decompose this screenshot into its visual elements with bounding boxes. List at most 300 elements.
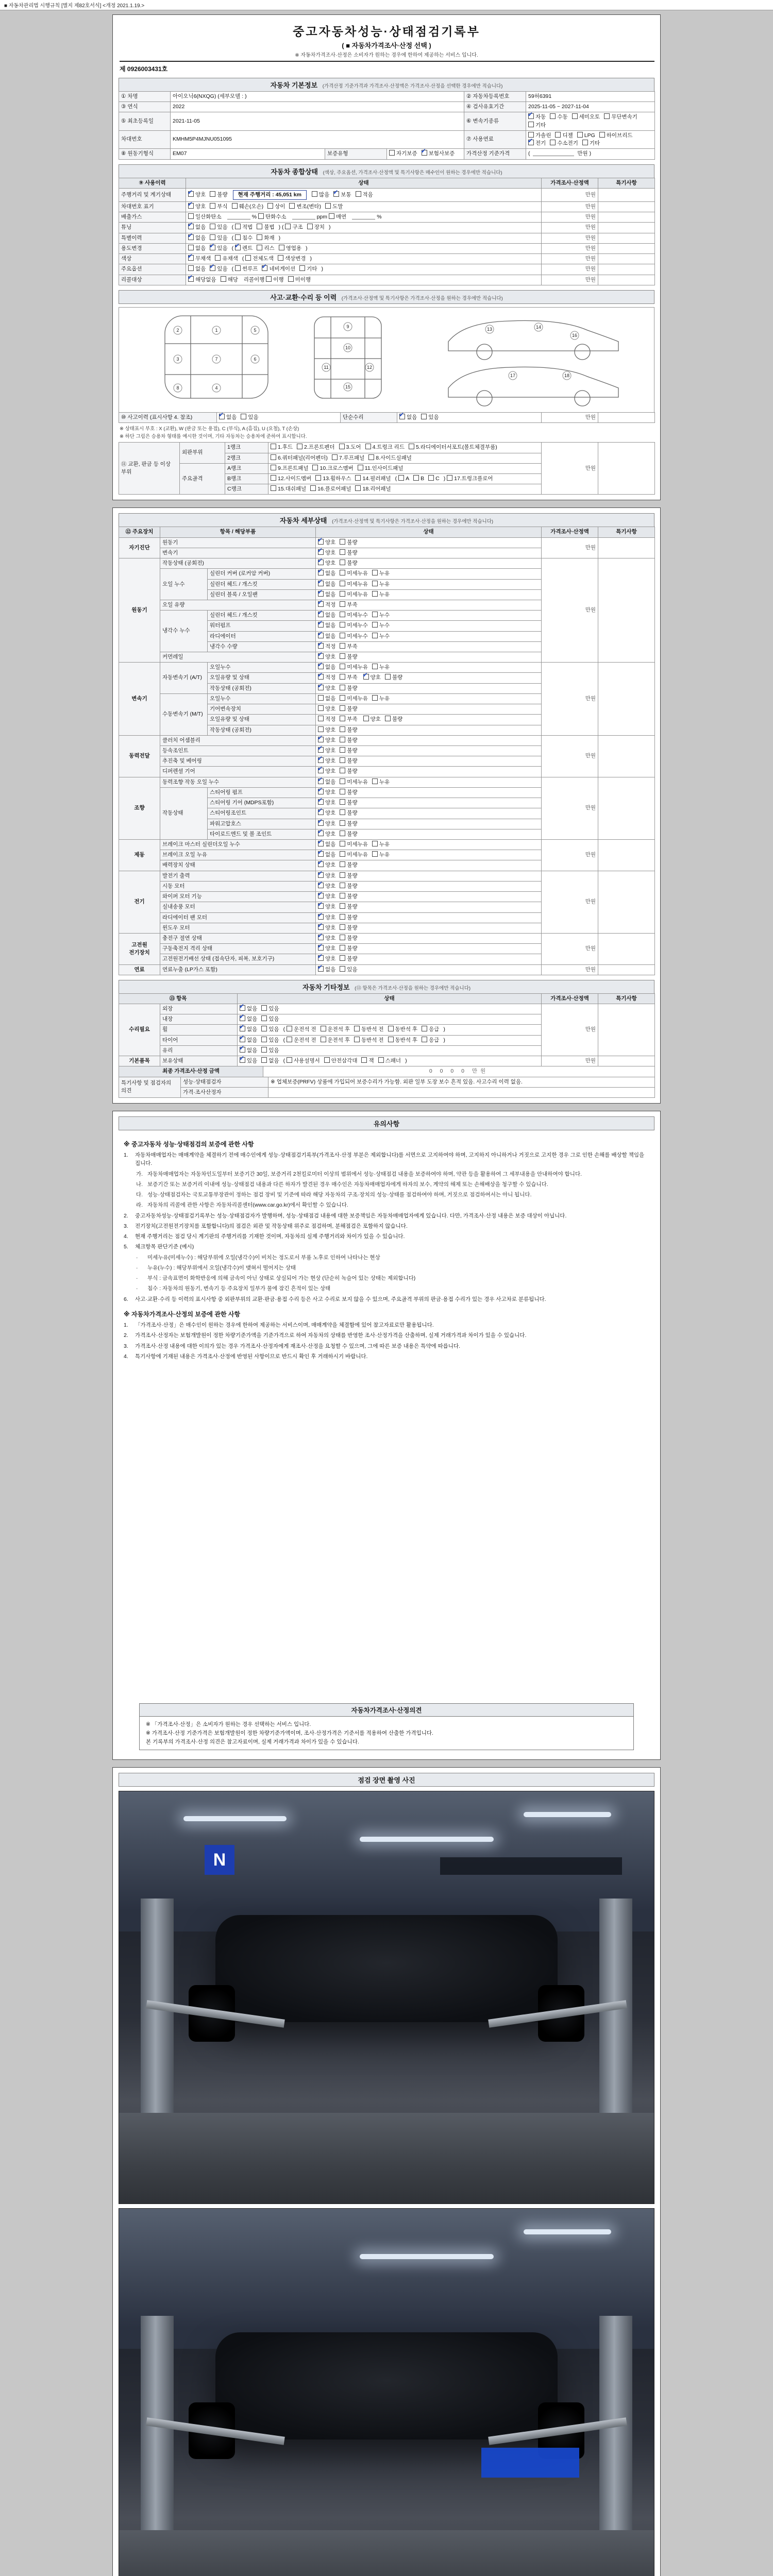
checkbox-box-icon <box>447 475 452 481</box>
checkbox-box-icon <box>271 475 276 481</box>
cell: 윈도우 모터 <box>160 923 316 933</box>
checkbox-양호[interactable]: ✔ 양호 <box>318 747 335 755</box>
checkbox-양호[interactable]: ✔ 양호 <box>318 861 335 869</box>
checkbox-18.리어패널[interactable]: 18.리어패널 <box>355 485 391 493</box>
notice-item: 1. 「가격조사·산정」은 매수인이 원하는 경우에 한하여 제공하는 서비스이며, 매매계약을 체결함에 있어 참고자료로만 활용됩니다. <box>124 1321 434 1328</box>
checkbox-box-icon <box>604 113 610 119</box>
checkbox-없음[interactable]: ✔ 없음 <box>240 1047 257 1055</box>
checkbox-없음[interactable]: ✔ 없음 <box>318 581 335 588</box>
checkbox-7.루프패널[interactable]: 7.루프패널 <box>332 454 364 462</box>
checkbox-색상변경[interactable]: 색상변경 <box>278 255 306 263</box>
checkbox-box-icon <box>372 612 378 617</box>
checkbox-box-icon <box>318 893 324 899</box>
checkbox-동반석 후[interactable]: 동반석 후 <box>388 1026 418 1033</box>
checkbox-불량[interactable]: 불량 <box>385 674 402 682</box>
checkbox-box-icon <box>257 224 262 229</box>
checkbox-적법[interactable]: 적법 <box>235 224 253 231</box>
checkbox-누유[interactable]: 누유 <box>372 570 390 578</box>
cell: 스티어링 펌프 <box>208 787 316 798</box>
checkbox-네비게이션[interactable]: ✔ 네비게이션 <box>262 265 295 273</box>
checkbox-양호[interactable]: ✔ 양호 <box>318 935 335 942</box>
checkbox-잭[interactable]: 잭 <box>361 1057 374 1065</box>
cell: 특기사항 <box>598 178 655 188</box>
checkbox-불량[interactable]: 불량 <box>340 831 357 838</box>
checkbox-box-icon <box>528 122 534 127</box>
checkbox-없음[interactable]: ✔ 없음 <box>399 414 417 421</box>
cell: 전기 <box>119 871 160 933</box>
overall-title: 자동차 종합상태 <box>271 167 318 176</box>
checkbox-2.프론트펜더[interactable]: 2.프론트펜더 <box>297 444 334 451</box>
checkbox-기타[interactable]: 기타 <box>582 140 600 147</box>
checkbox-하이브리드[interactable]: 하이브리드 <box>599 132 633 140</box>
checkbox-box-icon <box>340 601 345 607</box>
checkbox-box-icon <box>318 757 324 763</box>
checkbox-화재[interactable]: 화재 <box>257 234 274 242</box>
cell <box>186 264 542 275</box>
checkbox-보통[interactable]: ✔ 보통 <box>333 191 351 199</box>
checkbox-불량[interactable]: 불량 <box>340 914 357 922</box>
checkbox-16.플로어패널[interactable]: 16.플로어패널 <box>310 485 351 493</box>
checkbox-12.사이드멤버[interactable]: 12.사이드멤버 <box>271 475 311 483</box>
checkbox-없음[interactable]: ✔ 없음 <box>240 1005 257 1013</box>
cell: 브레이크 오일 누유 <box>160 850 316 860</box>
checkbox-없음[interactable]: ✔ 없음 <box>188 234 206 242</box>
text: ( <box>231 266 236 273</box>
checkbox-불량[interactable]: 불량 <box>340 549 357 557</box>
checkbox-양호[interactable]: ✔ 양호 <box>318 809 335 817</box>
checkbox-불량[interactable]: 불량 <box>340 737 357 744</box>
cell <box>316 923 542 933</box>
checkbox-불량[interactable]: 불량 <box>340 705 357 713</box>
checkbox-양호[interactable]: ✔ 양호 <box>318 560 335 567</box>
checkbox-침수[interactable]: 침수 <box>235 234 253 242</box>
checkbox-변조(변타)[interactable]: 변조(변타) <box>289 203 321 211</box>
checkbox-양호[interactable]: ✔ 양호 <box>363 674 381 682</box>
checkbox-불량[interactable]: 불량 <box>340 955 357 963</box>
cell <box>316 641 542 652</box>
cell: 만원 <box>542 871 598 933</box>
checkbox-양호[interactable]: 양호 <box>318 726 335 734</box>
checkbox-유채색[interactable]: 유채색 <box>215 255 238 263</box>
checkbox-가솔린[interactable]: 가솔린 <box>528 132 551 140</box>
cell: 만원 <box>542 223 598 233</box>
checkbox-미세누유[interactable]: 미세누유 <box>340 591 368 599</box>
checkbox-부족[interactable]: 부족 <box>340 601 357 609</box>
checkbox-무단변속기[interactable]: 무단변속기 <box>604 113 637 121</box>
checkbox-box-icon <box>340 861 345 867</box>
checkbox-없음[interactable]: 없음 <box>188 245 206 252</box>
checkbox-없음[interactable]: ✔ 없음 <box>318 591 335 599</box>
checkbox-box-icon <box>240 1037 245 1042</box>
checkbox-양호[interactable]: 양호 <box>363 716 381 723</box>
checkbox-미세누유[interactable]: 미세누유 <box>340 851 368 859</box>
checkbox-적정[interactable]: ✔ 적정 <box>318 674 335 682</box>
checkbox-동반석 전[interactable]: 동반석 전 <box>354 1026 384 1033</box>
checkbox-불량[interactable]: 불량 <box>340 809 357 817</box>
checkbox-보험사보증[interactable]: ✔ 보험사보증 <box>422 150 455 158</box>
price-opinion-box <box>139 1703 634 1750</box>
checkbox-box-icon <box>318 861 324 867</box>
checkbox-사용설명서[interactable]: 사용설명서 <box>287 1057 320 1065</box>
checkbox-box-icon <box>188 245 194 250</box>
cell: B랭크 <box>225 473 268 484</box>
checkbox-탄화수소[interactable]: 탄화수소 <box>258 213 287 221</box>
text: ) <box>278 234 281 241</box>
checkbox-상이[interactable]: 상이 <box>267 203 285 211</box>
checkbox-누수[interactable]: 누수 <box>372 622 390 630</box>
checkbox-누유[interactable]: 누유 <box>372 581 390 588</box>
checkbox-C[interactable]: C <box>428 475 440 483</box>
checkbox-양호[interactable]: ✔ 양호 <box>318 820 335 828</box>
checkbox-8.사이드실패널[interactable]: 8.사이드실패널 <box>368 454 412 462</box>
cell: ⑬ 항목 <box>119 993 238 1004</box>
cell: ⑨ 사용이력 <box>119 178 186 188</box>
checkbox-미세누유[interactable]: 미세누유 <box>340 581 368 588</box>
checkbox-없음[interactable]: ✔ 없음 <box>318 622 335 630</box>
cell: 차대번호 <box>119 130 171 148</box>
opinion-line: ※ 「가격조사·산정」은 소비자가 원하는 경우 선택하는 서비스 입니다. <box>146 1721 311 1727</box>
checkbox-불량[interactable]: 불량 <box>340 747 357 755</box>
doc-subtitle-note: ※ 자동차가격조사·산정은 소비자가 원하는 경우에 한하여 제공하는 서비스 입니다. <box>295 53 478 58</box>
checkbox-있음[interactable]: 있음 <box>261 1015 279 1023</box>
checkbox-양호[interactable]: ✔ 양호 <box>318 872 335 880</box>
table-row <box>119 443 655 453</box>
checkbox-불량[interactable]: 불량 <box>340 653 357 661</box>
checkbox-없음[interactable]: 없음 <box>188 265 206 273</box>
checkbox-동반석 후[interactable]: 동반석 후 <box>388 1037 418 1044</box>
table-row <box>119 130 655 148</box>
checkbox-수동[interactable]: 수동 <box>550 113 567 121</box>
checkbox-썬루프[interactable]: 썬루프 <box>235 265 258 273</box>
checkbox-불량[interactable]: 불량 <box>340 935 357 942</box>
checkbox-미세누수[interactable]: 미세누수 <box>340 633 368 640</box>
checkbox-LPG[interactable]: LPG <box>577 132 595 140</box>
checkbox-불량[interactable]: 불량 <box>340 768 357 775</box>
checkbox-미세누수[interactable]: 미세누수 <box>340 612 368 619</box>
checkbox-box-icon <box>340 768 345 773</box>
cell: 가격산정 기준가격 <box>464 149 526 159</box>
checkbox-없음[interactable]: ✔ 없음 <box>318 633 335 640</box>
price-opinion-title: 자동차가격조사·산정의견 <box>140 1704 633 1717</box>
checkbox-box-icon <box>261 1026 267 1031</box>
cell: 특별이력 <box>119 233 186 243</box>
checkbox-세미오토[interactable]: 세미오토 <box>572 113 600 121</box>
checkbox-양호[interactable]: ✔ 양호 <box>318 883 335 890</box>
checkbox-없음[interactable]: ✔ 없음 <box>188 224 206 231</box>
cell: 워터펌프 <box>208 621 316 631</box>
checkbox-미세누유[interactable]: 미세누유 <box>340 778 368 786</box>
cell: 배력장치 상태 <box>160 860 316 871</box>
checkbox-응급[interactable]: 응급 <box>422 1026 439 1033</box>
checkbox-많음[interactable]: 많음 <box>312 191 329 199</box>
checkbox-box-icon <box>318 570 324 575</box>
checkbox-렌트[interactable]: ✔렌트 <box>235 245 253 252</box>
checkbox-box-icon <box>285 224 291 229</box>
checkbox-불량[interactable]: 불량 <box>210 191 227 199</box>
checkbox-13.휠하우스[interactable]: 13.휠하우스 <box>315 475 351 483</box>
car-side-view-top <box>448 320 618 360</box>
checkbox-box-icon <box>235 265 241 271</box>
checkbox-기타[interactable]: 기타 <box>528 122 546 129</box>
checkbox-없음[interactable]: ✔ 없음 <box>318 664 335 671</box>
checkbox-양호[interactable]: ✔ 양호 <box>318 831 335 838</box>
checkbox-불량[interactable]: 불량 <box>340 789 357 796</box>
checkbox-전기[interactable]: ✔전기 <box>528 140 546 147</box>
checkbox-누유[interactable]: 누유 <box>372 778 390 786</box>
checkbox-미세누유[interactable]: 미세누유 <box>340 664 368 671</box>
cell <box>186 254 542 264</box>
checkbox-11.인사이드패널[interactable]: 11.인사이드패널 <box>358 465 404 472</box>
checkbox-불량[interactable]: 불량 <box>340 924 357 932</box>
checkbox-일산화탄소[interactable]: 일산화탄소 <box>188 213 222 221</box>
cell: A랭크 <box>225 463 268 473</box>
checkbox-미세누유[interactable]: 미세누유 <box>340 841 368 849</box>
checkbox-영업용[interactable]: 영업용 <box>279 245 301 252</box>
checkbox-운전석 전[interactable]: 운전석 전 <box>287 1037 316 1044</box>
checkbox-box-icon <box>318 643 324 649</box>
checkbox-A[interactable]: A <box>398 475 409 483</box>
checkbox-box-icon <box>372 633 378 638</box>
checkbox-양호[interactable]: ✔ 양호 <box>318 737 335 744</box>
checkbox-누수[interactable]: 누수 <box>372 633 390 640</box>
checkbox-없음[interactable]: ✔ 없음 <box>219 414 237 421</box>
checkbox-적음[interactable]: 적음 <box>356 191 373 199</box>
checkbox-없음[interactable]: 없음 <box>261 1057 279 1065</box>
checkbox-있음[interactable]: ✔ 있음 <box>210 265 227 273</box>
checkbox-없음[interactable]: ✔ 없음 <box>318 778 335 786</box>
checkbox-도말[interactable]: 도말 <box>325 203 343 211</box>
checkbox-불량[interactable]: 불량 <box>340 945 357 953</box>
checkbox-있음[interactable]: 있음 <box>340 966 357 974</box>
checkbox-불량[interactable]: 불량 <box>340 726 357 734</box>
checkbox-없음[interactable]: 없음 <box>318 695 335 703</box>
checkbox-있음[interactable]: 있음 <box>210 234 227 242</box>
cell: 동력전달 <box>119 735 160 777</box>
checkbox-양호[interactable]: ✔ 양호 <box>318 955 335 963</box>
checkbox-box-icon <box>398 475 404 481</box>
checkbox-15.대쉬패널[interactable]: 15.대쉬패널 <box>271 485 306 493</box>
checkbox-운전석 후[interactable]: 운전석 후 <box>321 1037 350 1044</box>
cell: 라디에이터 <box>208 631 316 641</box>
checkbox-디젤[interactable]: 디젤 <box>555 132 573 140</box>
checkbox-있음[interactable]: ✔ 있음 <box>210 245 227 252</box>
checkbox-양호[interactable]: ✔ 양호 <box>318 757 335 765</box>
checkbox-없음[interactable]: ✔ 없음 <box>318 612 335 619</box>
checkbox-있음[interactable]: 있음 <box>210 224 227 231</box>
checkbox-box-icon <box>355 475 361 481</box>
cell <box>598 558 655 663</box>
checkbox-없음[interactable]: ✔ 없음 <box>240 1026 257 1033</box>
cell: 실린더 헤드 / 개스킷 <box>208 579 316 589</box>
checkbox-box-icon <box>422 1026 427 1031</box>
checkbox-box-icon <box>368 454 374 460</box>
checkbox-무채색[interactable]: ✔ 무채색 <box>188 255 211 263</box>
checkbox-불량[interactable]: 불량 <box>340 893 357 901</box>
checkbox-없음[interactable]: ✔ 없음 <box>318 841 335 849</box>
diagram-marker-number: 8 <box>176 385 179 391</box>
text: ( <box>231 224 236 231</box>
checkbox-양호[interactable]: ✔ 양호 <box>318 539 335 547</box>
checkbox-10.크로스멤버[interactable]: 10.크로스멤버 <box>312 465 353 472</box>
checkbox-box-icon <box>340 831 345 836</box>
cell: ⑫ 주요장치 <box>119 527 160 537</box>
checkbox-양호[interactable]: ✔ 양호 <box>188 203 206 211</box>
checkbox-box-icon <box>340 903 345 909</box>
cell: 내장 <box>160 1014 238 1025</box>
checkbox-양호[interactable]: ✔ 양호 <box>318 549 335 557</box>
checkbox-있음[interactable]: 있음 <box>241 414 258 421</box>
checkbox-양호[interactable]: ✔ 양호 <box>318 653 335 661</box>
checkbox-14.필러패널[interactable]: 14.필러패널 <box>355 475 391 483</box>
checkbox-미세누유[interactable]: 미세누유 <box>340 695 368 703</box>
checkbox-17.트렁크플로어[interactable]: 17.트렁크플로어 <box>447 475 493 483</box>
checkbox-양호[interactable]: ✔ 양호 <box>188 191 206 199</box>
checkbox-장치[interactable]: 장치 <box>307 224 325 231</box>
checkbox-있음[interactable]: 있음 <box>261 1005 279 1013</box>
checkbox-9.프론트패널[interactable]: 9.프론트패널 <box>271 465 308 472</box>
checkbox-있음[interactable]: 있음 <box>261 1037 279 1044</box>
checkbox-box-icon <box>288 276 294 282</box>
checkbox-불량[interactable]: 불량 <box>385 716 402 723</box>
checkbox-부족[interactable]: 부족 <box>340 643 357 651</box>
checkbox-누유[interactable]: 누유 <box>372 591 390 599</box>
checkbox-없음[interactable]: ✔ 없음 <box>240 1037 257 1044</box>
cell <box>526 130 655 148</box>
checkbox-부식[interactable]: 부식 <box>210 203 227 211</box>
checkbox-미세누유[interactable]: 미세누유 <box>340 570 368 578</box>
checkbox-있음[interactable]: 있음 <box>421 414 439 421</box>
checkbox-양호[interactable]: ✔ 양호 <box>318 945 335 953</box>
checkbox-box-icon <box>409 444 414 449</box>
checkbox-box-icon <box>318 685 324 690</box>
cell <box>316 579 542 589</box>
checkbox-box-icon <box>340 841 345 846</box>
table-row <box>119 871 655 881</box>
notice-subitem: · 부식 : 금속표면이 화학반응에 의해 금속이 아닌 상태로 상실되어 가는 현상 (단순히 녹슬어 있는 상태는 제외합니다) <box>136 1275 416 1282</box>
checkbox-box-icon <box>318 883 324 888</box>
cell <box>316 652 542 663</box>
checkbox-box-icon <box>363 674 369 680</box>
checkbox-불량[interactable]: 불량 <box>340 685 357 692</box>
checkbox-양호[interactable]: ✔ 양호 <box>318 914 335 922</box>
checkbox-누유[interactable]: 누유 <box>372 851 390 859</box>
checkbox-없음[interactable]: ✔ 없음 <box>240 1015 257 1023</box>
checkbox-불량[interactable]: 불량 <box>340 799 357 807</box>
checkbox-양호[interactable]: ✔ 양호 <box>318 893 335 901</box>
checkbox-스패너[interactable]: 스패너 <box>378 1057 401 1065</box>
checkbox-누유[interactable]: 누유 <box>372 841 390 849</box>
cell: 주요옵션 <box>119 264 186 275</box>
checkbox-불법[interactable]: 불법 <box>257 224 274 231</box>
checkbox-B[interactable]: B <box>413 475 424 483</box>
checkbox-운전석 후[interactable]: 운전석 후 <box>321 1026 350 1033</box>
checkbox-있음[interactable]: ✔ 있음 <box>240 1057 257 1065</box>
checkbox-해당[interactable]: 해당 <box>221 276 238 284</box>
mark-notes <box>120 425 653 440</box>
checkbox-불량[interactable]: 불량 <box>340 883 357 890</box>
checkbox-누유[interactable]: 누유 <box>372 695 390 703</box>
checkbox-3.도어[interactable]: 3.도어 <box>339 444 361 451</box>
checkbox-양호[interactable]: ✔ 양호 <box>318 685 335 692</box>
checkbox-동반석 전[interactable]: 동반석 전 <box>354 1037 384 1044</box>
checkbox-box-icon <box>221 276 226 282</box>
checkbox-불량[interactable]: 불량 <box>340 560 357 567</box>
checkbox-적정[interactable]: 적정 <box>318 716 335 723</box>
checkbox-부족[interactable]: 부족 <box>340 716 357 723</box>
checkbox-불량[interactable]: 불량 <box>340 861 357 869</box>
checkbox-누유[interactable]: 누유 <box>372 664 390 671</box>
checkbox-양호[interactable]: ✔ 양호 <box>318 799 335 807</box>
checkbox-있음[interactable]: 있음 <box>261 1026 279 1033</box>
cell: 원동기 <box>160 537 316 548</box>
checkbox-불량[interactable]: 불량 <box>340 539 357 547</box>
checkbox-box-icon <box>299 265 305 271</box>
checkbox-box-icon <box>372 695 378 701</box>
checkbox-운전석 전[interactable]: 운전석 전 <box>287 1026 316 1033</box>
checkbox-양호[interactable]: ✔ 양호 <box>318 903 335 911</box>
checkbox-응급[interactable]: 응급 <box>422 1037 439 1044</box>
checkbox-1.후드[interactable]: 1.후드 <box>271 444 293 451</box>
wall-banner <box>440 1857 622 1875</box>
checkbox-불량[interactable]: 불량 <box>340 757 357 765</box>
checkbox-6.쿼터패널(리어펜더)[interactable]: 6.쿼터패널(리어펜더) <box>271 454 328 462</box>
checkbox-부족[interactable]: 부족 <box>340 674 357 682</box>
checkbox-불량[interactable]: 불량 <box>340 903 357 911</box>
checkbox-양호[interactable]: 양호 <box>318 705 335 713</box>
checkbox-5.라디에이터서포트(볼트체결부품)[interactable]: 5.라디에이터서포트(볼트체결부품) <box>409 444 497 451</box>
checkbox-없음[interactable]: ✔ 없음 <box>318 570 335 578</box>
checkbox-양호[interactable]: ✔ 양호 <box>318 789 335 796</box>
checkbox-없음[interactable]: ✔ 없음 <box>318 851 335 859</box>
cell: 만원 <box>542 933 598 964</box>
checkbox-없음[interactable]: ✔ 없음 <box>318 966 335 974</box>
checkbox-리스[interactable]: 리스 <box>257 245 274 252</box>
cell <box>316 839 542 850</box>
checkbox-수소전기[interactable]: 수소전기 <box>550 140 578 147</box>
checkbox-4.트렁크 리드[interactable]: 4.트렁크 리드 <box>365 444 405 451</box>
cell <box>316 860 542 871</box>
cell: 커먼레일 <box>160 652 316 663</box>
checkbox-양호[interactable]: ✔ 양호 <box>318 768 335 775</box>
checkbox-매연[interactable]: 매연 <box>329 213 346 221</box>
checkbox-box-icon <box>318 737 324 742</box>
cell: 59허6391 <box>526 92 655 102</box>
checkbox-불량[interactable]: 불량 <box>340 820 357 828</box>
checkbox-기타[interactable]: 기타 <box>299 265 317 273</box>
checkbox-적정[interactable]: ✔ 적정 <box>318 601 335 609</box>
checkbox-누수[interactable]: 누수 <box>372 612 390 619</box>
checkbox-훼손(오손)[interactable]: 훼손(오손) <box>232 203 264 211</box>
cell <box>598 212 655 223</box>
checkbox-안전삼각대[interactable]: 안전삼각대 <box>324 1057 358 1065</box>
checkbox-있음[interactable]: 있음 <box>261 1047 279 1055</box>
checkbox-미세누수[interactable]: 미세누수 <box>340 622 368 630</box>
cell <box>316 704 542 715</box>
cell <box>238 1004 542 1014</box>
checkbox-미이행[interactable]: 미이행 <box>288 276 311 284</box>
checkbox-자동[interactable]: ✔자동 <box>528 113 546 121</box>
checkbox-적정[interactable]: ✔ 적정 <box>318 643 335 651</box>
checkbox-이행[interactable]: 이행 <box>266 276 283 284</box>
checkbox-box-icon <box>355 485 361 491</box>
checkbox-해당없음[interactable]: ✔ 해당없음 <box>188 276 216 284</box>
checkbox-불량[interactable]: 불량 <box>340 872 357 880</box>
checkbox-자기보증[interactable]: 자기보증 <box>389 150 417 158</box>
checkbox-양호[interactable]: ✔ 양호 <box>318 924 335 932</box>
checkbox-전체도색[interactable]: 전체도색 <box>245 255 274 263</box>
cell: ③ 연식 <box>119 102 171 112</box>
checkbox-구조[interactable]: 구조 <box>285 224 303 231</box>
